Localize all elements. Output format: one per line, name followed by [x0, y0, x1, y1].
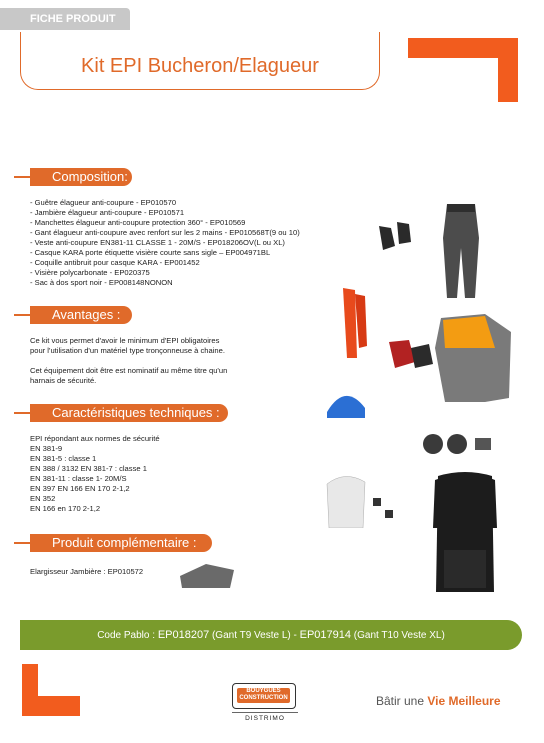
avantages-line: Cet équipement doit être est nominatif au même titre qu'un [30, 366, 228, 375]
distrimo-label: DISTRIMO [232, 712, 298, 722]
list-item: - Veste anti-coupure EN381-11 CLASSE 1 - 20M/S - EP018206OV(L ou XL) [30, 238, 285, 247]
avantages-line: Ce kit vous permet d'avoir le minimum d'EPI obligatoires [30, 336, 220, 345]
list-item: - Jambière élagueur anti-coupure - EP010571 [30, 208, 185, 217]
list-item: - Visière polycarbonate - EP020375 [30, 268, 150, 277]
complementaire-text: Elargisseur Jambière : EP010572 [30, 567, 144, 576]
list-item: - Sac à dos sport noir - EP008148NONON [30, 278, 173, 287]
bouygues-logo [232, 683, 296, 709]
spec-line: EN 381-11 : classe 1- 20M/S [30, 474, 127, 483]
spec-line: EN 388 / 3132 EN 381-7 : classe 1 [30, 464, 147, 473]
spec-line: EPI répondant aux normes de sécurité [30, 434, 160, 443]
pablo-prefix: Code Pablo : [97, 630, 158, 641]
section-avantages-heading: Avantages : [30, 306, 132, 324]
avantages-line: harnais de sécurité. [30, 376, 97, 385]
composition-list [30, 198, 300, 288]
trousers-image [443, 204, 479, 298]
section-complementaire-heading: Produit complémentaire : [30, 534, 212, 552]
corner-decoration-bottom [18, 656, 98, 726]
logo-line-2: CONSTRUCTION [239, 695, 288, 701]
list-item: - Guêtre élagueur anti-coupure - EP010570 [30, 198, 177, 207]
spec-line: EN 381-9 [30, 444, 63, 453]
list-item: - Manchettes élagueur anti-coupure protection 360° - EP010569 [30, 218, 246, 227]
pablo-note-1: (Gant T9 Veste L) - [209, 630, 300, 641]
helmet-image [327, 396, 365, 418]
spec-line: EN 166 en 170 2-1,2 [30, 504, 101, 513]
section-composition-heading: Composition: [30, 168, 132, 186]
slogan-start: Bâtir une [376, 694, 428, 708]
visor-image [327, 476, 393, 528]
pablo-code-1: EP018207 [157, 629, 210, 641]
caracteristiques-list [30, 434, 160, 514]
pablo-code-bar [20, 620, 522, 650]
spec-line: EN 352 [30, 494, 56, 503]
jacket-image [435, 314, 511, 402]
pablo-code-2: EP017914 [299, 629, 352, 641]
avantages-line: pour l'utilisation d'un matériel type tronçonneuse à chaine. [30, 346, 225, 355]
avantages-text [30, 336, 227, 386]
sleeves-image [343, 288, 367, 358]
pablo-note-2: (Gant T10 Veste XL) [351, 630, 445, 641]
section-caracteristiques-heading: Caractéristiques techniques : [30, 404, 228, 422]
ear-defenders-image [423, 434, 491, 454]
logo-line-1: BOUYGUES [246, 688, 281, 694]
slogan [376, 694, 501, 708]
list-item: - Coquille antibruit pour casque KARA - EP001452 [30, 258, 200, 267]
leg-extender-image [176, 560, 238, 590]
backpack-body-image [430, 470, 500, 600]
fiche-produit-tab: FICHE PRODUIT [0, 8, 130, 30]
spec-line: EN 381-5 : classe 1 [30, 454, 97, 463]
gloves-image [389, 340, 433, 368]
list-item: - Gant élagueur anti-coupure avec renfort sur les 2 mains - EP010568T(9 ou 10) [30, 228, 300, 237]
page-title: Kit EPI Bucheron/Elagueur [81, 55, 319, 77]
gaiters-image [379, 222, 411, 250]
list-item: - Casque KARA porte étiquette visière courte sans sigle – EP004971BL [30, 248, 271, 257]
slogan-bold: Vie Meilleure [427, 694, 501, 708]
spec-line: EN 397 EN 166 EN 170 2-1,2 [30, 484, 130, 493]
corner-decoration-top [398, 22, 528, 112]
